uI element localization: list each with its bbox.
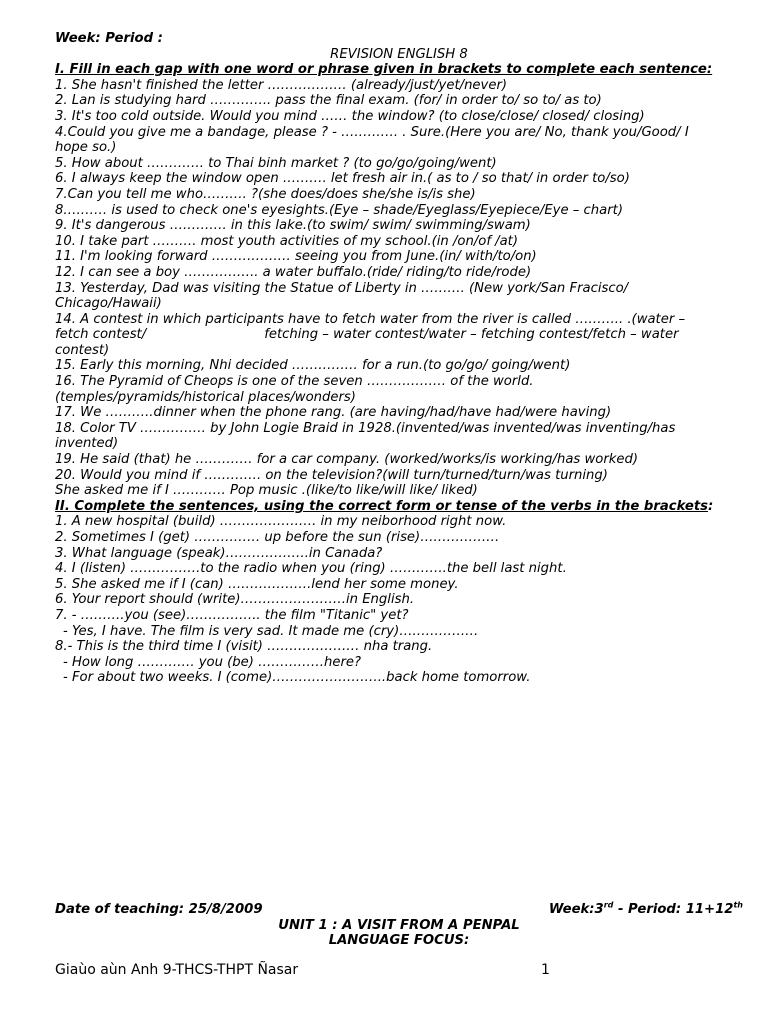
question-line: 9. It's dangerous …………. in this lake.(to swim/ swim/ swimming/swam) <box>55 218 531 234</box>
question-line: 14. A contest in which participants have to fetch water from the river is called ……….. .(water – <box>55 311 686 327</box>
page-number: 1 <box>541 962 550 978</box>
page-footer <box>55 962 743 978</box>
week-period: Week:3rd - Period: 11+12th <box>548 900 743 917</box>
teaching-date: Date of teaching: 25/8/2009 <box>55 902 263 917</box>
question-line: 13. Yesterday, Dad was visiting the Statue of Liberty in ………. (New york/San Fracisco/ <box>55 280 629 296</box>
question-line: 1. She hasn't finished the letter ……………… (already/just/yet/never) <box>55 77 508 93</box>
exercise-line: 1. A new hospital (build) …………………. in my neiborhood right now. <box>55 514 507 530</box>
question-line: 11. I'm looking forward ……………… seeing you from June.(in/ with/to/on) <box>55 249 537 265</box>
question-line: 8.……… is used to check one's eyesights.(Eye – shade/Eyeglass/Eyepiece/Eye – chart) <box>55 202 623 218</box>
week-period-label: Week: Period : <box>55 31 163 46</box>
question-line: 7.Can you tell me who………. ?(she does/does she/she is/is she) <box>55 186 476 202</box>
worksheet-body <box>55 31 743 686</box>
exercise-line: 6. Your report should (write)……………………in English. <box>55 592 415 608</box>
question-line: 2. Lan is studying hard ………….. pass the final exam. (for/ in order to/ so to/ as to) <box>55 93 602 109</box>
question-line: 5. How about …………. to Thai binh market ? (to go/go/going/went) <box>55 155 497 171</box>
section-1-heading: I. Fill in each gap with one word or phrase given in brackets to complete each sentence: <box>55 62 713 78</box>
question-14-option-a: fetch contest/ <box>55 327 147 343</box>
unit-title: UNIT 1 : A VISIT FROM A PENPAL <box>278 917 520 933</box>
question-line: She asked me if I ………… Pop music .(like/to like/will like/ liked) <box>55 483 478 499</box>
question-line: 3. It's too cold outside. Would you mind …… the window? (to close/close/ closed/ closing) <box>55 108 645 124</box>
page-title: REVISION ENGLISH 8 <box>330 46 468 62</box>
exercise-line: 4. I (listen) …………….to the radio when you (ring) ………….the bell last night. <box>55 561 567 577</box>
question-line: 10. I take part ………. most youth activities of my school.(in /on/of /at) <box>55 233 518 249</box>
section-2-heading: II. Complete the sentences, using the correct form or tense of the verbs in the brackets: <box>55 498 714 514</box>
language-focus-heading: LANGUAGE FOCUS: <box>328 933 470 949</box>
exercise-line: 8.- This is the third time I (visit) ………………… nha trang. <box>55 639 433 655</box>
question-line: invented) <box>55 436 119 452</box>
exercise-line: - How long …………. you (be) ……………here? <box>63 654 362 670</box>
exercise-line: 5. She asked me if I (can) ……………….lend her some money. <box>55 576 459 592</box>
lesson-info <box>55 902 743 949</box>
exercise-line: 2. Sometimes I (get) …………… up before the sun (rise)……………… <box>55 530 500 545</box>
question-line: 19. He said (that) he …………. for a car company. (worked/works/is working/has worked) <box>55 452 639 468</box>
question-line: hope so.) <box>55 140 117 156</box>
exercise-line: - Yes, I have. The film is very sad. It made me (cry)……………… <box>63 623 479 639</box>
question-line: 6. I always keep the window open ………. let fresh air in.( as to / so that/ in order to/so) <box>55 171 630 187</box>
footer-text: Giaùo aùn Anh 9-THCS-THPT Ñasar <box>55 962 299 978</box>
question-line: 4.Could you give me a bandage, please ? - …………. . Sure.(Here you are/ No, thank you/Good/ I <box>55 124 689 140</box>
question-14-option-b: fetching – water contest/water – fetching contest/fetch – water <box>264 327 679 343</box>
question-line: 17. We ………..dinner when the phone rang. (are having/had/have had/were having) <box>55 405 612 421</box>
question-line: 12. I can see a boy …………….. a water buffalo.(ride/ riding/to ride/rode) <box>55 264 532 280</box>
question-line: 18. Color TV …………… by John Logie Braid in 1928.(invented/was invented/was inventing/has <box>55 420 676 436</box>
question-line: contest) <box>55 342 110 358</box>
question-line-14-continued <box>55 327 743 343</box>
question-line: Chicago/Hawaii) <box>55 296 162 312</box>
question-line: (temples/pyramids/historical places/wonders) <box>55 389 356 405</box>
lesson-date-row <box>55 902 743 918</box>
question-line: 20. Would you mind if …………. on the television?(will turn/turned/turn/was turning) <box>55 467 608 483</box>
exercise-line: 3. What language (speak)……………….in Canada? <box>55 545 383 561</box>
exercise-line: - For about two weeks. I (come)……………………..back home tomorrow. <box>63 670 531 686</box>
question-line: 15. Early this morning, Nhi decided …………… for a run.(to go/go/ going/went) <box>55 358 571 374</box>
question-line: 16. The Pyramid of Cheops is one of the seven ……………… of the world. <box>55 374 534 390</box>
exercise-line: 7. - ……….you (see)…………….. the film "Titanic" yet? <box>55 607 409 623</box>
